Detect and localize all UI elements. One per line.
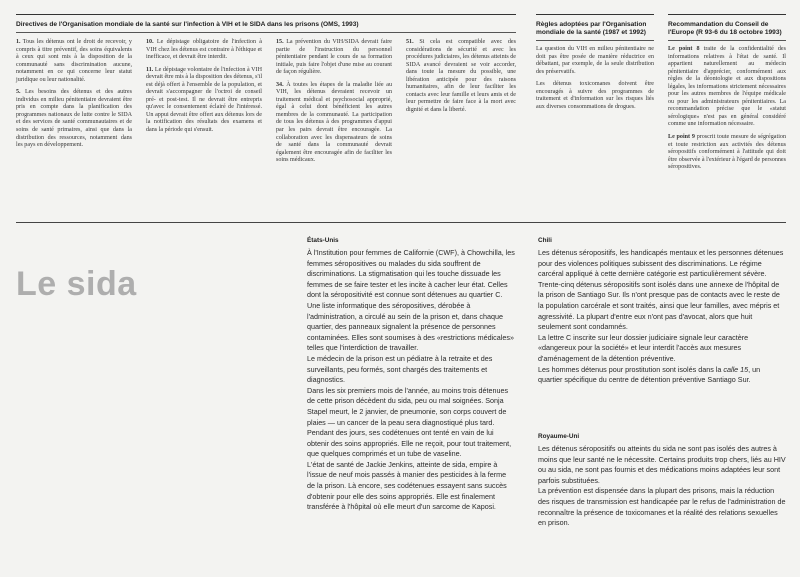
who-directive (276, 82, 392, 165)
who-rules-title-rule (536, 40, 654, 41)
directive-number: 51. (406, 39, 414, 45)
directive-number: 11. (146, 66, 154, 73)
directive-text: Le dépistage volontaire de l'infection à VIH devrait être mis à la disposition des détenus, s'il est déjà offert à l'ensemble de la population, et devrait s'accompagner de l'octroi de conseil pré- et post-test. Il ne devrait être entrepris qu'avec le consentement éclairé de l'intéressé. Un appui devrait être offert aux détenus lors de la notification des résultats des examens et dans la période qui s'ensuit. (146, 66, 263, 134)
chile-heading: Chili (538, 237, 552, 244)
who-directive (146, 39, 262, 62)
chile-paragraph: Trente-cinq détenus séropositifs sont isolés dans une annexe de l'hôpital de la prison de Santiago Sur. Ils n'ont presque pas de contacts avec le reste de la population carcérale et sont traités, ainsi que leur familles, avec mépris et agressivité. La plupart d'entre eux n'ont pas d'avocat, alors que huit seulement sont condamnés. (538, 279, 780, 332)
usa-paragraph: Le médecin de la prison est un pédiatre à la retraite et des surveillants, peu formés, sont chargés des traitements et diagnostics. (307, 353, 493, 385)
who-guidelines-title: Directives de l'Organisation mondiale de la santé sur l'infection à VIH et le SIDA dans les prisons (OMS, 1993) (16, 21, 359, 28)
who-rules-title: Règles adoptées par l'Organisation mondiale de la santé (1987 et 1992) (536, 21, 647, 36)
council-point (668, 134, 786, 172)
who-column-3 (276, 39, 392, 170)
chile-section (538, 237, 786, 386)
directive-text: Les besoins des détenus et des autres individus en milieu pénitentiaire devraient être pris en compte dans la planification des programmes nationaux de lutte contre le SIDA et des services de santé communautaires et de soins de santé primaires, ainsi que dans la distribution des ressources, notamment dans les pays en développement. (16, 89, 133, 149)
directive-number: 10. (146, 39, 154, 45)
directive-number: 15. (276, 39, 284, 45)
who-column-4 (406, 39, 516, 119)
middle-rule (16, 222, 786, 223)
chile-text: , un quartier spécifique du centre de détention préventive Santiago Sur. (538, 364, 761, 385)
who-rules-column (536, 46, 654, 116)
directive-text: À toutes les étapes de la maladie liée au VIH, les détenus devraient recevoir un traitement médical et psychosocial approprié, égal à celui dont bénéficient les autres membres de la communauté. La participation de tous les détenus à des programmes d'appui par les pairs devrait être encouragée. La collaboration avec les dispensateurs de soins de santé dans la communauté devrait également être encouragée afin de faciliter les soins médicaux. (276, 81, 392, 164)
uk-body (538, 444, 786, 529)
who-directive (276, 39, 392, 77)
usa-section (307, 237, 515, 513)
who-directive (16, 89, 132, 149)
directive-text: Tous les détenus ont le droit de recevoir, y compris à titre préventif, des soins équivalents à ceux qui sont mis à la disposition de la communauté sans discrimination aucune, notamment en ce qui concerne leur statut juridique ou leur nationalité. (16, 39, 132, 83)
page-title: Le sida (16, 265, 137, 303)
top-rule-left (16, 14, 516, 15)
directive-text: La prévention du VIH/SIDA devrait faire partie de l'instruction du personnel pénitentiaire pendant le cours de sa formation initiale, puis faire l'objet d'une mise au courant de façon régulière. (276, 39, 392, 76)
point-lead: Le point 8 (668, 46, 700, 52)
usa-heading: États-Unis (307, 237, 339, 244)
point-text: proscrit toute mesure de ségrégation et toute restriction aux activités des détenus séropositifs conformément à l'attitude qui doit être observée à l'extérieur à l'égard de personnes séropositives. (668, 134, 786, 171)
directive-text: Le dépistage obligatoire de l'infection à VIH chez les détenus est contraire à l'éthique et inefficace, et devrait être interdit. (146, 39, 262, 61)
uk-paragraph: La prévention est dispensée dans la plupart des prisons, mais la réduction des risques de transmission est handicapée par le refus de l'administration de reconnaître la présence de toxicomanes et la réalité des relations sexuelles en prison. (538, 486, 786, 528)
who-directive (16, 39, 132, 84)
chile-place: calle 15 (723, 364, 749, 374)
council-title-rule (668, 40, 786, 41)
chile-paragraph: La lettre C inscrite sur leur dossier judiciaire signale leur caractère «dangereux pour la société» et leur interdit l'accès aux mesures d'aménagement de la détention préventive. (538, 332, 749, 363)
point-text: traite de la confidentialité des informations relatives à l'état de santé. Il appartient naturellement au médecin pénitentiaire d'apprécier, conformément aux règles de la déontologie et aux dispositions légales, les informations strictement nécessaires pour les autres membres de l'équipe médicale ou pour les administrateurs pénitentiaires. La recommandation précise que le «statut sérologique» n'est pas en général considéré comme une information nécessaire. (668, 46, 786, 128)
directive-number: 5. (16, 89, 21, 96)
council-point (668, 46, 786, 129)
chile-paragraph: Les détenus séropositifs, les handicapés mentaux et les personnes détenues pour des violences politiques subissent des discriminations. Le régime carcéral appliqué à cette dernière catégorie est particulièrement sévère. (538, 248, 784, 279)
usa-paragraph: L'état de santé de Jackie Jenkins, atteinte de sida, empire à l'issue de neuf mois passés à manier des pesticides à la ferme de la prison. Là encore, ses codétenues essayent sans succès d'obtenir pour elle des soins appropriés. Elle est finalement transférée à l'hôpital où elle meurt d'un sarcome de Kaposi. (307, 459, 507, 512)
chile-body (538, 248, 786, 386)
point-lead: Le point 9 (668, 134, 695, 141)
chile-text: Les hommes détenus pour prostitution sont isolés dans la (538, 364, 724, 374)
rule-paragraph: Les détenus toxicomanes doivent être encouragés à suivre des programmes de traitement et d'information sur les risques liés aux diverses consommations de drogues. (536, 81, 654, 110)
who-title-rule (16, 32, 516, 33)
usa-paragraph: À l'Institution pour femmes de Californie (CWF), à Chowchilla, les femmes séropositives ou malades du sida souffrent de discriminations. La stigmatisation qui les touche dissuade les femmes de se faire tester et les incite à cacher leur état. Celles dont la séropositivité est connue sont détenues au quartier C. Une liste informatique des séropositives, dérobée à l'administration, a circulé au sein de la prison et, dans chaque quartier, des panneaux signalent la présence de personnes contaminées. Elles sont soumises à des «restrictions médicales» telles que l'interdiction de travailler. (307, 248, 515, 353)
uk-paragraph: Les détenus séropositifs ou atteints du sida ne sont pas isolés des autres à moins que leur santé ne le nécessite. Certains produits trop chers, liés au HIV ou au sida, ne sont pas fournis et des médications moins adaptées leur sont parfois substituées. (538, 444, 786, 485)
rule-paragraph: La question du VIH en milieu pénitentiaire ne doit pas être posée de manière réductrice en débattant, par exemple, de la seule distribution des préservatifs. (536, 46, 654, 75)
who-directive (406, 39, 516, 114)
top-rule-mid (536, 14, 654, 15)
who-directive (146, 67, 262, 135)
directive-number: 1. (16, 39, 21, 45)
uk-heading: Royaume-Uni (538, 433, 580, 440)
who-column-1 (16, 39, 132, 155)
uk-section (538, 433, 786, 529)
top-rule-right (668, 14, 786, 15)
council-title: Recommandation du Conseil de l'Europe (R 93-6 du 18 octobre 1993) (668, 21, 782, 36)
chile-paragraph (538, 365, 786, 386)
who-column-2 (146, 39, 262, 140)
usa-paragraph: Dans les six premiers mois de l'année, au moins trois détenues de cette prison décèdent du sida, peu ou mal soignées. Sonja Stapel meurt, le 2 janvier, de pneumonie, son corps couvert de plaies — un cancer de la peau sera diagnostiqué plus tard. Pendant des jours, ses codétenues ont tenté en vain de lui obtenir des soins appropriés. Elle ne reçoit, pour tout traitement, que quelques comprimés et un tube de vaseline. (307, 385, 512, 459)
directive-number: 34. (276, 81, 284, 88)
council-column (668, 46, 786, 177)
directive-text: Si cela est compatible avec des considérations de sécurité et avec les procédures judiciaires, les détenus atteints de SIDA avancé devraient se voir accorder, dans toute la mesure du possible, une libération anticipée pour des raisons humanitaires, afin de leur faciliter les contacts avec leur famille et leurs amis et de leur permettre de faire face à la mort avec dignité et dans la liberté. (406, 39, 516, 113)
usa-body (307, 248, 515, 513)
